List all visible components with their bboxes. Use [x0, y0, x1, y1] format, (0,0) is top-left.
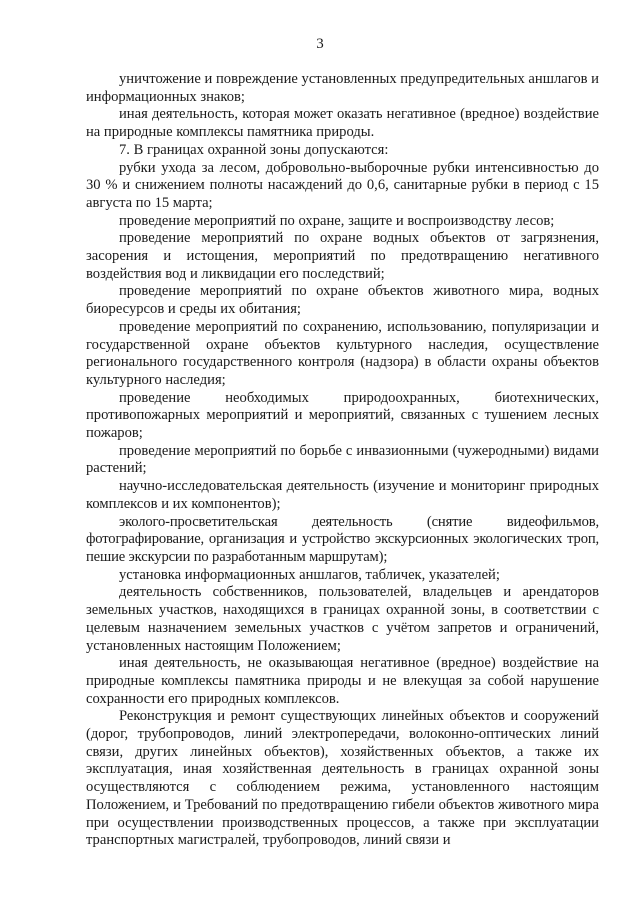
paragraph-wildlife-protection: проведение мероприятий по охране объектов животного мира, водных биоресурсов и среды их обитания; [86, 283, 599, 318]
paragraph-eco-education: эколого-просветительская деятельность (снятие видеофильмов, фотографирование, организация и устройство экскурсионных экологических троп, пешие экскурсии по разработанным маршрутам); [86, 513, 599, 565]
paragraph-prohibition-destruction: уничтожение и повреждение установленных предупредительных аншлагов и информационных знаков; [86, 71, 599, 105]
paragraph-logging: рубки ухода за лесом, добровольно-выборочные рубки интенсивностью до 30 % и снижением полноты насаждений до 0,6, санитарные рубки в период с 15 августа по 15 марта; [86, 159, 599, 211]
paragraph-signage: установка информационных аншлагов, табличек, указателей; [119, 566, 500, 583]
document-body [86, 71, 599, 850]
page-number: 3 [316, 36, 324, 52]
paragraph-invasive-species: проведение мероприятий по борьбе с инвазионными (чужеродными) видами растений; [86, 442, 599, 477]
paragraph-prohibition-other-activity: иная деятельность, которая может оказать негативное (вредное) воздействие на природные комплексы памятника природы. [86, 106, 599, 141]
paragraph-water-protection: проведение мероприятий по охране водных объектов от загрязнения, засорения и истощения, мероприятий по предотвращению негативного воздействия вод и ликвидации его последствий; [86, 230, 599, 282]
paragraph-landowners: деятельность собственников, пользователей, владельцев и арендаторов земельных участков, находящихся в границах охранной зоны, в соответствии с целевым назначением земельных участков с учётом запретов и ограничений, установленных настоящим Положением; [86, 584, 599, 654]
paragraph-forest-protection: проведение мероприятий по охране, защите и воспроизводству лесов; [119, 212, 555, 229]
paragraph-cultural-heritage: проведение мероприятий по сохранению, использованию, популяризации и государственной охране объектов культурного наследия, осуществление регионального государственного контроля (надзора) в области охраны объектов культурного наследия; [86, 318, 599, 388]
paragraph-other-permitted: иная деятельность, не оказывающая негативное (вредное) воздействие на природные комплексы памятника природы и не влекущая за собой нарушение сохранности его природных комплексов. [86, 655, 599, 707]
paragraph-research: научно-исследовательская деятельность (изучение и мониторинг природных комплексов и их компонентов); [86, 478, 599, 512]
paragraph-reconstruction: Реконструкция и ремонт существующих линейных объектов и сооружений (дорог, трубопроводов, линий электропередачи, волоконно-оптических линий связи, других линейных объектов), хозяйственных объектов, а также их эксплуатация, иная хозяйственная деятельность в границах охранной зоны осуществляются с соблюдением режима, установленного настоящим Положением, и Требований по предотвращению гибели объектов животного мира при осуществлении производственных процессов, а также при эксплуатации транспортных магистралей, трубопроводов, линий связи и [86, 708, 599, 849]
paragraph-fire-prevention: проведение необходимых природоохранных, биотехнических, противопожарных мероприятий и мероприятий, связанных с тушением лесных пожаров; [86, 389, 599, 442]
paragraph-section-7-heading: 7. В границах охранной зоны допускаются: [119, 141, 389, 158]
